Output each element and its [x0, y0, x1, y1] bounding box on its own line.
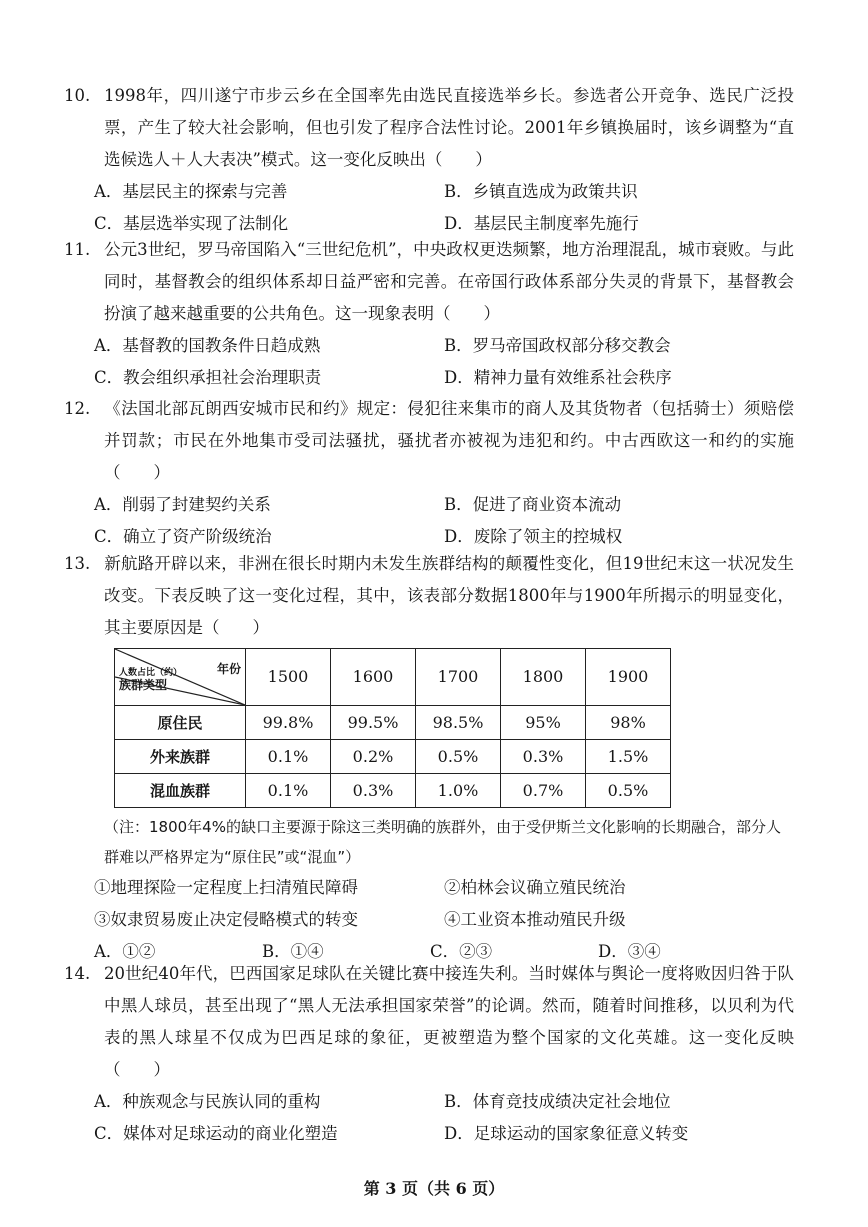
- option-c[interactable]: C．基层选举实现了法制化: [94, 214, 289, 233]
- table-cell: 0.7%: [501, 774, 586, 808]
- option-d[interactable]: D．③④: [598, 942, 661, 961]
- table-cell: 98%: [586, 706, 671, 740]
- option-c[interactable]: C．确立了资产阶级统治: [94, 527, 272, 546]
- table-row: [115, 774, 671, 808]
- options: [64, 1086, 794, 1150]
- question-13: [64, 548, 794, 968]
- option-d[interactable]: D．废除了领主的控城权: [444, 527, 623, 546]
- statement-2: ②柏林会议确立殖民统治: [444, 878, 626, 897]
- options: [64, 176, 794, 240]
- option-a[interactable]: A．削弱了封建契约关系: [94, 495, 271, 514]
- statements: [64, 872, 794, 968]
- statement-1: ①地理探险一定程度上扫清殖民障碍: [94, 878, 358, 897]
- question-stem: [64, 234, 794, 330]
- question-number: 13.: [64, 554, 91, 573]
- question-number: 12.: [64, 399, 91, 418]
- row-label: 混血族群: [115, 774, 246, 808]
- question-10: [64, 80, 794, 240]
- table-cell: 0.5%: [416, 740, 501, 774]
- option-b[interactable]: B．罗马帝国政权部分移交教会: [444, 336, 671, 355]
- question-stem: [64, 958, 794, 1086]
- options: [64, 489, 794, 553]
- page-footer: 第 3 页（共 6 页）: [363, 1179, 505, 1198]
- table-cell: 0.2%: [331, 740, 416, 774]
- question-number: 11.: [64, 240, 91, 259]
- statement-4: ④工业资本推动殖民升级: [444, 910, 626, 929]
- table-cell: 1.5%: [586, 740, 671, 774]
- stem-text: 1998年，四川遂宁市步云乡在全国率先由选民直接选举乡长。参选者公开竞争、选民广泛投票，产生了较大社会影响，但也引发了程序合法性讨论。2001年乡镇换届时，该乡调整为“直选候选人＋人大表决”模式。这一变化反映出（ ）: [104, 86, 794, 169]
- option-a[interactable]: A．基督教的国教条件日趋成熟: [94, 336, 321, 355]
- table-note: （注：1800年4%的缺口主要源于除这三类明确的族群外，由于受伊斯兰文化影响的长期融合，部分人群难以严格界定为“原住民”或“混血”）: [104, 818, 781, 866]
- option-d[interactable]: D．精神力量有效维系社会秩序: [444, 368, 672, 387]
- question-number: 14.: [64, 964, 91, 983]
- table-row: [115, 706, 671, 740]
- option-b[interactable]: B．体育竞技成绩决定社会地位: [444, 1092, 671, 1111]
- table-cell: 99.8%: [246, 706, 331, 740]
- question-stem: [64, 548, 794, 644]
- year-header: 1900: [586, 649, 671, 706]
- corner-label-ratio: 人数占比（约）: [119, 668, 183, 678]
- option-d[interactable]: D．足球运动的国家象征意义转变: [444, 1124, 689, 1143]
- population-table: [114, 648, 671, 808]
- year-header: 1600: [331, 649, 416, 706]
- option-c[interactable]: C．媒体对足球运动的商业化塑造: [94, 1124, 338, 1143]
- question-stem: [64, 80, 794, 176]
- question-14: [64, 958, 794, 1150]
- table-cell: 0.3%: [501, 740, 586, 774]
- row-label: 外来族群: [115, 740, 246, 774]
- statement-3: ③奴隶贸易废止决定侵略模式的转变: [94, 910, 358, 929]
- table-cell: 95%: [501, 706, 586, 740]
- table-header-row: [115, 649, 671, 706]
- table-cell: 0.5%: [586, 774, 671, 808]
- year-header: 1700: [416, 649, 501, 706]
- table-cell: 0.1%: [246, 740, 331, 774]
- corner-label-year: 年份: [216, 662, 241, 676]
- option-c[interactable]: C．②③: [430, 942, 493, 961]
- stem-text: 20世纪40年代，巴西国家足球队在关键比赛中接连失利。当时媒体与舆论一度将败因归咎于队中黑人球员，甚至出现了“黑人无法承担国家荣誉”的论调。然而，随着时间推移，以贝利为代表的黑人球星不仅成为巴西足球的象征，更被塑造为整个国家的文化英雄。这一变化反映（ ）: [104, 964, 794, 1079]
- table-row: [115, 740, 671, 774]
- table-cell: 0.1%: [246, 774, 331, 808]
- stem-text: 公元3世纪，罗马帝国陷入“三世纪危机”，中央政权更迭频繁，地方治理混乱，城市衰败。与此同时，基督教会的组织体系却日益严密和完善。在帝国行政体系部分失灵的背景下，基督教会扮演了越来越重要的公共角色。这一现象表明（ ）: [104, 240, 794, 323]
- year-header: 1500: [246, 649, 331, 706]
- option-b[interactable]: B．乡镇直选成为政策共识: [444, 182, 638, 201]
- option-a[interactable]: A．种族观念与民族认同的重构: [94, 1092, 321, 1111]
- option-b[interactable]: B．促进了商业资本流动: [444, 495, 622, 514]
- question-11: [64, 234, 794, 394]
- table-cell: 99.5%: [331, 706, 416, 740]
- option-c[interactable]: C．教会组织承担社会治理职责: [94, 368, 322, 387]
- table-cell: 1.0%: [416, 774, 501, 808]
- option-b[interactable]: B．①④: [262, 942, 324, 961]
- question-stem: [64, 393, 794, 489]
- table-cell: 0.3%: [331, 774, 416, 808]
- stem-text: 《法国北部瓦朗西安城市民和约》规定：侵犯往来集市的商人及其货物者（包括骑士）须赔偿并罚款；市民在外地集市受司法骚扰，骚扰者亦被视为违犯和约。中古西欧这一和约的实施（ ）: [104, 399, 794, 482]
- row-label: 原住民: [115, 706, 246, 740]
- options: [64, 330, 794, 394]
- option-a[interactable]: A．①②: [94, 942, 156, 961]
- option-a[interactable]: A．基层民主的探索与完善: [94, 182, 288, 201]
- question-number: 10.: [64, 86, 91, 105]
- stem-text: 新航路开辟以来，非洲在很长时期内未发生族群结构的颠覆性变化，但19世纪末这一状况发生改变。下表反映了这一变化过程，其中，该表部分数据1800年与1900年所揭示的明显变化，其主要原因是（ ）: [104, 554, 794, 637]
- question-12: [64, 393, 794, 553]
- corner-label-group: 族群类型: [119, 678, 168, 692]
- option-d[interactable]: D．基层民主制度率先施行: [444, 214, 639, 233]
- table-corner-cell: [115, 649, 246, 706]
- year-header: 1800: [501, 649, 586, 706]
- table-cell: 98.5%: [416, 706, 501, 740]
